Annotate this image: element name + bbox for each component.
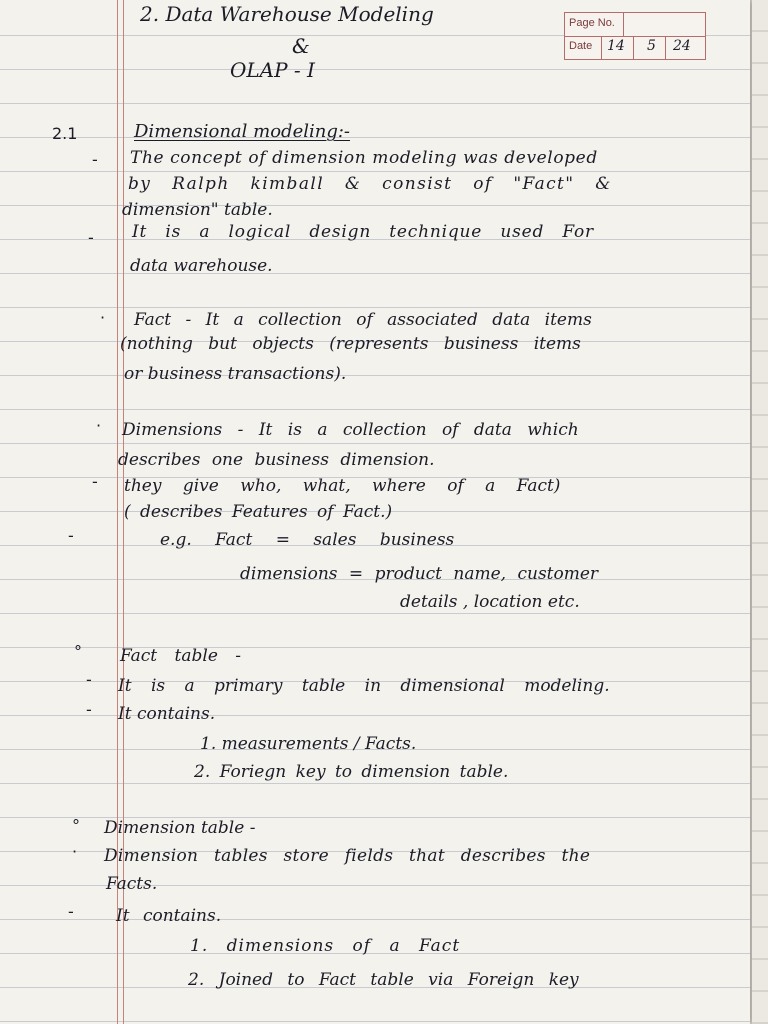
text-line: It contains. (116, 906, 222, 926)
text-line: by Ralph kimball & consist of "Fact" & (128, 174, 612, 194)
heading-fact-table: Fact table - (120, 646, 242, 666)
text-line: they give who, what, where of a Fact) (124, 476, 561, 496)
date-label: Date (569, 40, 593, 52)
text-line: dimensions = product name, customer (240, 564, 599, 584)
text-line: details , location etc. (400, 592, 580, 612)
text-line: (nothing but objects (represents business items (120, 334, 581, 354)
title-line-1: 2. Data Warehouse Modeling (140, 2, 434, 26)
text-line: ( describes Features of Fact.) (124, 502, 393, 522)
text-line: The concept of dimension modeling was developed (130, 148, 598, 168)
text-line: It is a logical design technique used For (132, 222, 594, 242)
text-list-item: 1. measurements / Facts. (200, 734, 417, 754)
text-line: describes one business dimension. (118, 450, 435, 470)
page-no-label: Page No. (569, 17, 615, 29)
text-example: e.g. Fact = sales business (160, 530, 455, 550)
text-line: It contains. (118, 704, 216, 724)
text-line: It is a primary table in dimensional modeling. (118, 676, 610, 696)
date-row (565, 36, 705, 59)
bullet-dash: - (86, 700, 92, 719)
section-number: 2.1 (52, 124, 78, 143)
date-year: 24 (673, 38, 691, 54)
bullet-dash: - (92, 150, 98, 169)
page-date-box (564, 12, 706, 60)
bullet-dash: - (68, 526, 74, 545)
bullet-circle: ° (72, 816, 80, 835)
date-day: 14 (607, 38, 625, 54)
title-line-3: OLAP - I (230, 58, 315, 82)
bullet-dash: - (86, 670, 92, 689)
next-page-edge (752, 0, 768, 1024)
bullet-dot: · (72, 842, 78, 861)
bullet-dash: - (68, 902, 74, 921)
date-month: 5 (647, 38, 656, 54)
bullet-dash: - (92, 472, 98, 491)
heading-dimension-table: Dimension table - (104, 818, 256, 838)
bullet-circle: ° (74, 642, 82, 661)
bullet-dash: - (88, 228, 94, 247)
heading-dimensional-modeling: Dimensional modeling:- (134, 121, 350, 142)
page-no-row (565, 13, 705, 37)
text-line: Facts. (106, 874, 158, 894)
text-line: data warehouse. (130, 256, 273, 276)
bullet-dot: · (96, 416, 102, 435)
text-list-item: 1. dimensions of a Fact (190, 936, 461, 956)
text-fact-definition: Fact - It a collection of associated data items (134, 310, 592, 330)
margin-line-outer (117, 0, 118, 1024)
text-line: or business transactions). (124, 364, 347, 384)
text-line: Dimension tables store fields that describes the (104, 846, 591, 866)
bullet-dot: · (100, 308, 106, 327)
title-ampersand: & (292, 34, 310, 58)
text-list-item: 2. Foriegn key to dimension table. (194, 762, 509, 782)
text-list-item: 2. Joined to Fact table via Foreign key (188, 970, 579, 990)
text-dimensions-definition: Dimensions - It is a collection of data which (122, 420, 579, 440)
text-line: dimension" table. (122, 200, 273, 220)
